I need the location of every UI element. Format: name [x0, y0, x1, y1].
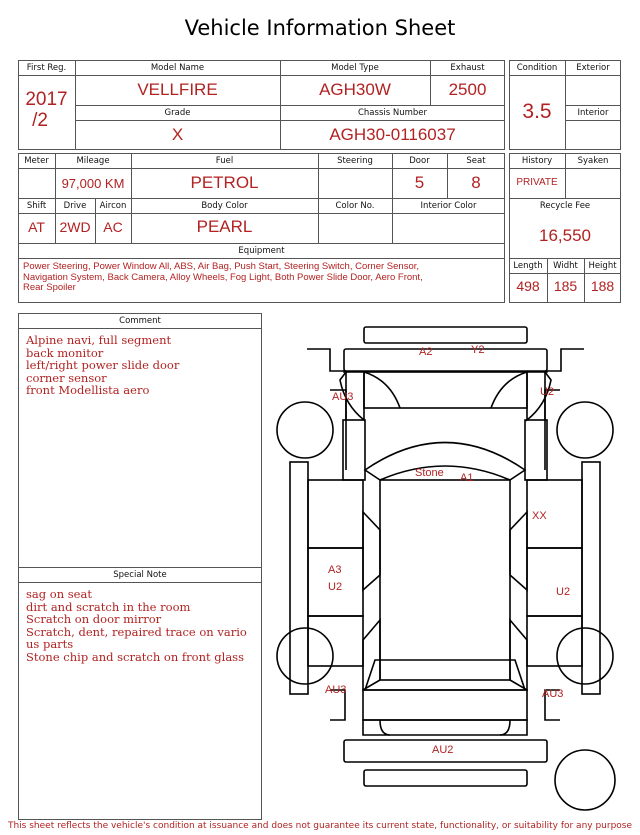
- special-note-label: Special Note: [113, 570, 167, 580]
- mileage-label: Mileage: [76, 156, 110, 166]
- first-reg-month: /2: [32, 110, 48, 131]
- syaken-label: Syaken: [577, 156, 609, 166]
- shift-label: Shift: [26, 201, 47, 211]
- width-value: 185: [553, 278, 578, 294]
- height-value: 188: [590, 278, 615, 294]
- footer-disclaimer: This sheet reflects the vehicle's condition at issuance and does not guarantee its current state, functionality, or suitability for any purpose: [7, 821, 633, 831]
- grade-label: Grade: [164, 108, 191, 118]
- special-note-text: sag on seat dirt and scratch in the room Scratch on door mirror Scratch, dent, repaired trace on vario us parts Stone chip and scratch on front glass: [26, 587, 247, 664]
- damage-a2: A2: [419, 346, 433, 358]
- drive-value: 2WD: [59, 219, 91, 235]
- seat-label: Seat: [466, 156, 486, 166]
- interior-color-label: Interior Color: [420, 201, 477, 211]
- door-label: Door: [409, 156, 430, 166]
- comment-label: Comment: [119, 316, 161, 326]
- damage-a1: A1: [460, 472, 474, 484]
- damage-xx: XX: [532, 510, 547, 522]
- aircon-label: Aircon: [99, 201, 127, 211]
- condition-label: Condition: [516, 63, 558, 73]
- history-label: History: [521, 156, 553, 166]
- interior-label: Interior: [577, 108, 609, 118]
- condition-value: 3.5: [522, 100, 552, 123]
- first-reg-label: First Reg.: [26, 63, 67, 73]
- chassis-label: Chassis Number: [357, 108, 428, 118]
- recycle-fee-label: Recycle Fee: [539, 201, 591, 211]
- model-type-label: Model Type: [331, 63, 379, 73]
- vehicle-damage-diagram: [265, 318, 625, 818]
- damage-u2-left: U2: [328, 581, 343, 593]
- model-name-label: Model Name: [150, 63, 205, 73]
- steering-label: Steering: [337, 156, 373, 166]
- length-label: Length: [513, 261, 543, 271]
- model-name-value: VELLFIRE: [137, 80, 218, 99]
- comment-text: Alpine navi, full segment back monitor left/right power slide door corner sensor front Modellista aero: [26, 333, 180, 397]
- aircon-value: AC: [103, 219, 123, 235]
- exhaust-label: Exhaust: [450, 63, 485, 73]
- meter-label: Meter: [24, 156, 49, 166]
- damage-a3: A3: [328, 564, 342, 576]
- damage-au2: AU2: [432, 744, 454, 756]
- damage-y2: Y2: [471, 344, 485, 356]
- chassis-value: AGH30-0116037: [329, 125, 456, 144]
- height-label: Height: [588, 261, 617, 271]
- door-value: 5: [414, 173, 425, 192]
- exterior-label: Exterior: [576, 63, 610, 73]
- model-type-value: AGH30W: [319, 80, 391, 99]
- fuel-label: Fuel: [215, 156, 234, 166]
- mileage-value: 97,000 KM: [61, 176, 125, 191]
- damage-au3-rear-right: AU3: [542, 688, 564, 700]
- width-label: Widht: [553, 261, 578, 271]
- body-color-value: PEARL: [196, 217, 253, 236]
- body-color-label: Body Color: [201, 201, 248, 211]
- length-value: 498: [516, 278, 540, 294]
- shift-value: AT: [28, 219, 45, 235]
- equipment-text: Power Steering, Power Window All, ABS, Air Bag, Push Start, Steering Switch, Corner Sensor, Navigation System, Back Camera, Alloy Wheels, Fog Light, Both Power Slide Door, Aero Front, Rear Spoiler: [23, 261, 423, 293]
- page-title: Vehicle Information Sheet: [184, 16, 456, 40]
- color-no-label: Color No.: [335, 201, 375, 211]
- damage-au3-front-left: AU3: [332, 391, 354, 403]
- recycle-fee-value: 16,550: [539, 226, 591, 245]
- first-reg-year: 2017: [25, 89, 68, 110]
- damage-au3-rear-left: AU3: [325, 684, 347, 696]
- exhaust-value: 2500: [448, 80, 487, 99]
- damage-u2-right: U2: [556, 586, 571, 598]
- grade-value: X: [171, 125, 184, 144]
- damage-stone: Stone: [415, 467, 444, 479]
- damage-u2-front-right: U2: [540, 386, 555, 398]
- seat-value: 8: [471, 173, 481, 192]
- equipment-label: Equipment: [238, 246, 285, 256]
- fuel-value: PETROL: [190, 173, 259, 192]
- drive-label: Drive: [63, 201, 87, 211]
- history-value: PRIVATE: [516, 177, 558, 188]
